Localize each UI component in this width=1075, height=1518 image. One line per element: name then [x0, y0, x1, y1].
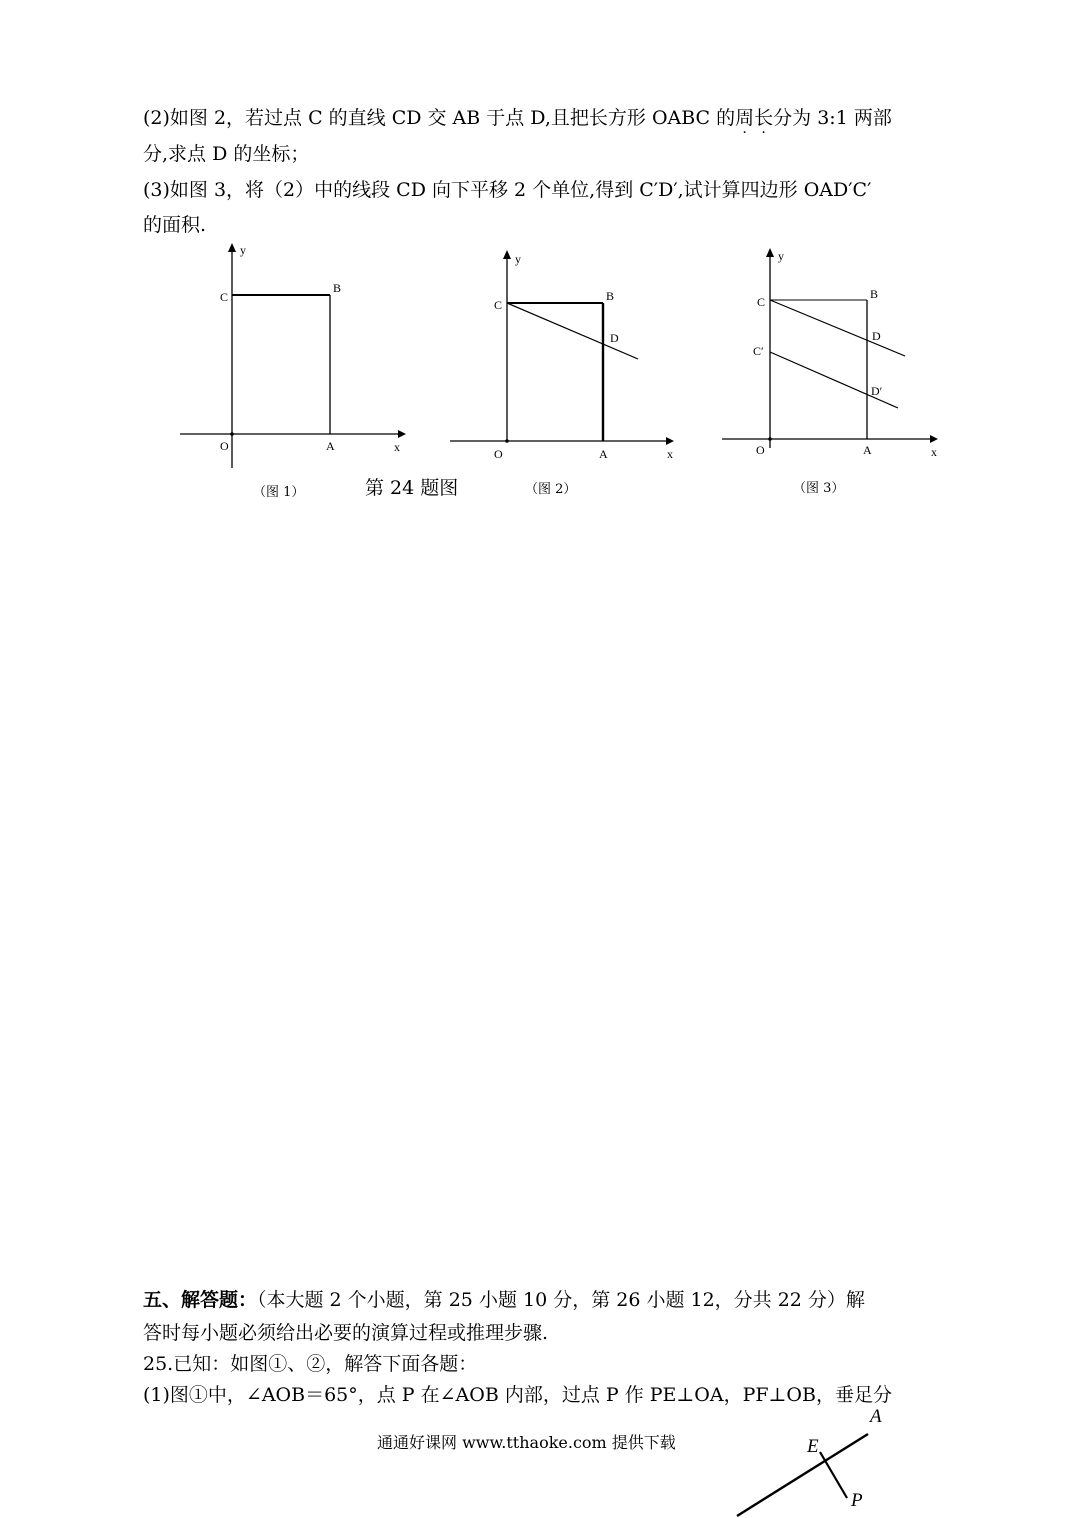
label-c: C	[494, 298, 503, 312]
line-c2d2	[770, 352, 898, 408]
label-d-prime: D′	[871, 384, 883, 398]
origin-point	[230, 432, 234, 436]
footer-source: 通通好课网 www.tthaoke.com 提供下载	[377, 1433, 676, 1452]
q24-part2-text-a: (2)如图 2，若过点 C 的直线 CD 交 AB 于点 D,且把长方形 OABC 的	[143, 107, 736, 129]
q25-line2: (1)图①中，∠AOB＝65°，点 P 在∠AOB 内部，过点 P 作 PE⊥OA，PF⊥OB，垂足分	[143, 1384, 892, 1406]
label-a: A	[870, 1406, 882, 1427]
label-c-prime: C′	[753, 344, 764, 358]
x-axis-arrow	[930, 435, 938, 443]
section5-heading-rest: （本大题 2 个小题，第 25 小题 10 分，第 26 小题 12，分共 22 分）解	[257, 1289, 865, 1311]
x-axis-arrow	[398, 430, 406, 438]
origin-point	[505, 439, 509, 443]
label-d: D	[872, 329, 881, 343]
y-axis-arrow	[228, 243, 236, 252]
label-b: B	[606, 289, 615, 303]
x-axis-arrow	[666, 437, 674, 445]
q24-part2-text-b: 分为 3:1 两部	[773, 107, 892, 129]
q24-part3-line1: (3)如图 3，将（2）中的线段 CD 向下平移 2 个单位,得到 C′D′,试计算四边形 OAD′C′	[143, 179, 872, 201]
segment-pe	[820, 1452, 847, 1498]
q25-figure-1-partial	[725, 1400, 915, 1518]
y-axis-arrow	[503, 250, 511, 259]
figure-3	[712, 240, 952, 468]
figure-2-caption: （图 2）	[525, 482, 577, 497]
label-a: A	[326, 439, 335, 453]
label-b: B	[333, 281, 342, 295]
figure-1-caption: （图 1）	[253, 485, 305, 500]
label-b: B	[870, 287, 879, 301]
label-y: y	[515, 252, 521, 266]
label-p: P	[851, 1490, 863, 1511]
q25-line1: 25.已知：如图①、②，解答下面各题：	[143, 1353, 478, 1375]
label-y: y	[778, 249, 784, 263]
label-a: A	[599, 447, 608, 461]
label-o: O	[494, 447, 503, 461]
emphasis-char-zhou: 周	[735, 107, 755, 129]
label-x: x	[394, 440, 400, 454]
q24-part2-line2: 分,求点 D 的坐标；	[143, 143, 310, 165]
label-o: O	[756, 443, 765, 457]
line-cd	[770, 300, 905, 356]
emphasis-char-chang: 长	[754, 107, 774, 129]
y-axis-arrow	[766, 248, 774, 257]
section5-heading-line	[143, 1285, 865, 1312]
label-y: y	[240, 243, 246, 257]
ray-oa	[737, 1434, 868, 1516]
label-o: O	[220, 439, 229, 453]
label-x: x	[667, 447, 673, 461]
figure-2	[440, 242, 680, 467]
label-c: C	[757, 295, 766, 309]
figure-3-caption: （图 3）	[793, 481, 845, 496]
section5-line2: 答时每小题必须给出必要的演算过程或推理步骤.	[143, 1322, 549, 1344]
section5-heading: 五、解答题：	[143, 1289, 258, 1311]
label-c: C	[220, 290, 229, 304]
q24-part2-line1	[143, 103, 892, 130]
label-a: A	[863, 443, 872, 457]
figure-1	[170, 238, 410, 468]
figure-title: 第 24 题图	[365, 477, 459, 499]
q24-part3-line2: 的面积.	[143, 214, 207, 236]
label-x: x	[931, 445, 937, 459]
label-d: D	[610, 331, 619, 345]
label-e: E	[807, 1436, 819, 1457]
origin-point	[768, 437, 772, 441]
